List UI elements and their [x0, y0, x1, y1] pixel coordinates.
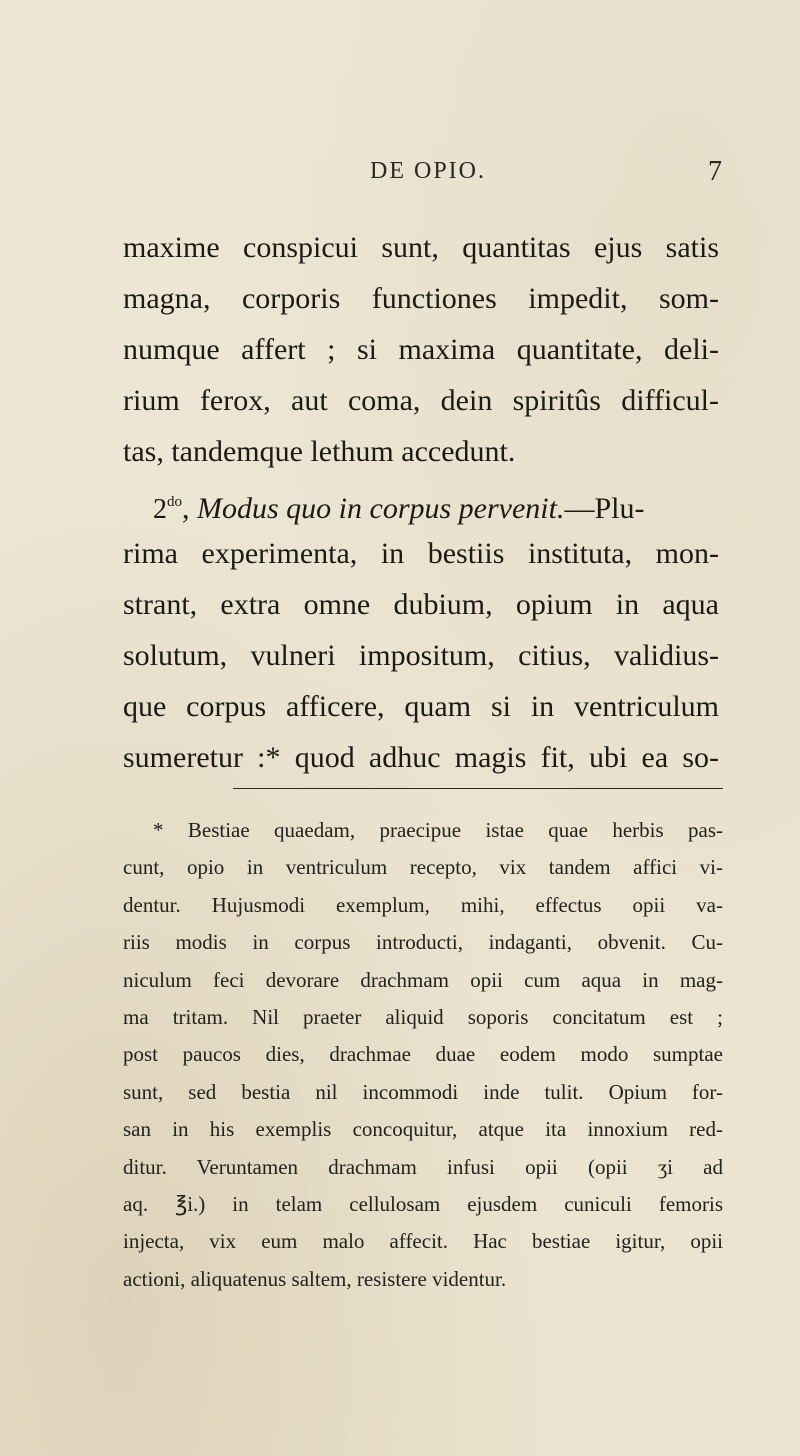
text-line: rium ferox, aut coma, dein spiritûs difficul-: [123, 384, 719, 417]
footnote-divider: [233, 788, 723, 789]
footnote-line: sunt, sed bestia nil incommodi inde tulit. Opium for-: [123, 1079, 723, 1104]
text-line: sumeretur :* quod adhuc magis fit, ubi ea so-: [123, 741, 719, 774]
text-line: magna, corporis functiones impedit, som-: [123, 282, 719, 315]
paragraph-2: [123, 477, 719, 783]
text-line: solutum, vulneri impositum, citius, validius-: [123, 639, 719, 672]
running-head: DE OPIO.: [370, 158, 486, 184]
paragraph-1: [123, 222, 719, 477]
text-line: tas, tandemque lethum accedunt.: [123, 435, 516, 468]
footnote-line: ma tritam. Nil praeter aliquid soporis concitatum est ;: [123, 1004, 723, 1029]
page-header: [0, 158, 800, 194]
page-number: 7: [708, 156, 722, 187]
footnote-line: cunt, opio in ventriculum recepto, vix tandem affici vi-: [123, 855, 723, 880]
text-line: numque affert ; si maxima quantitate, deli-: [123, 333, 719, 366]
footnote-line: ditur. Veruntamen drachmam infusi opii (opii ʒi ad: [123, 1154, 723, 1179]
text-line: rima experimenta, in bestiis instituta, mon-: [123, 537, 719, 570]
footnote-line: san in his exemplis concoquitur, atque ita innoxium red-: [123, 1117, 723, 1142]
footnote-line: niculum feci devorare drachmam opii cum aqua in mag-: [123, 967, 723, 992]
footnote-line: riis modis in corpus introducti, indaganti, obvenit. Cu-: [123, 930, 723, 955]
section-lead-text: —Plu-: [564, 492, 645, 525]
footnote-line: * Bestiae quaedam, praecipue istae quae herbis pas-: [153, 818, 723, 842]
footnote-line: actioni, aliquatenus saltem, resistere videntur.: [123, 1266, 507, 1291]
footnote-line: aq. ℥i.) in telam cellulosam ejusdem cuniculi femoris: [123, 1191, 723, 1216]
text-line: strant, extra omne dubium, opium in aqua: [123, 588, 719, 621]
footnote-line: post paucos dies, drachmae duae eodem modo sumptae: [123, 1042, 723, 1067]
paragraph-2-heading-line: [123, 477, 719, 528]
text-line: maxime conspicui sunt, quantitas ejus satis: [123, 231, 719, 264]
footnote-line: dentur. Hujusmodi exemplum, mihi, effectus opii va-: [123, 892, 723, 917]
text-line: que corpus afficere, quam si in ventriculum: [123, 690, 719, 723]
section-ordinal: 2: [153, 494, 167, 525]
footnote-line: injecta, vix eum malo affecit. Hac bestiae igitur, opii: [123, 1229, 723, 1254]
section-ordinal-suffix: do: [167, 494, 182, 510]
footnote: [123, 812, 723, 1298]
section-title: Modus quo in corpus pervenit.: [197, 492, 565, 525]
ordinal-separator: ,: [182, 492, 197, 525]
